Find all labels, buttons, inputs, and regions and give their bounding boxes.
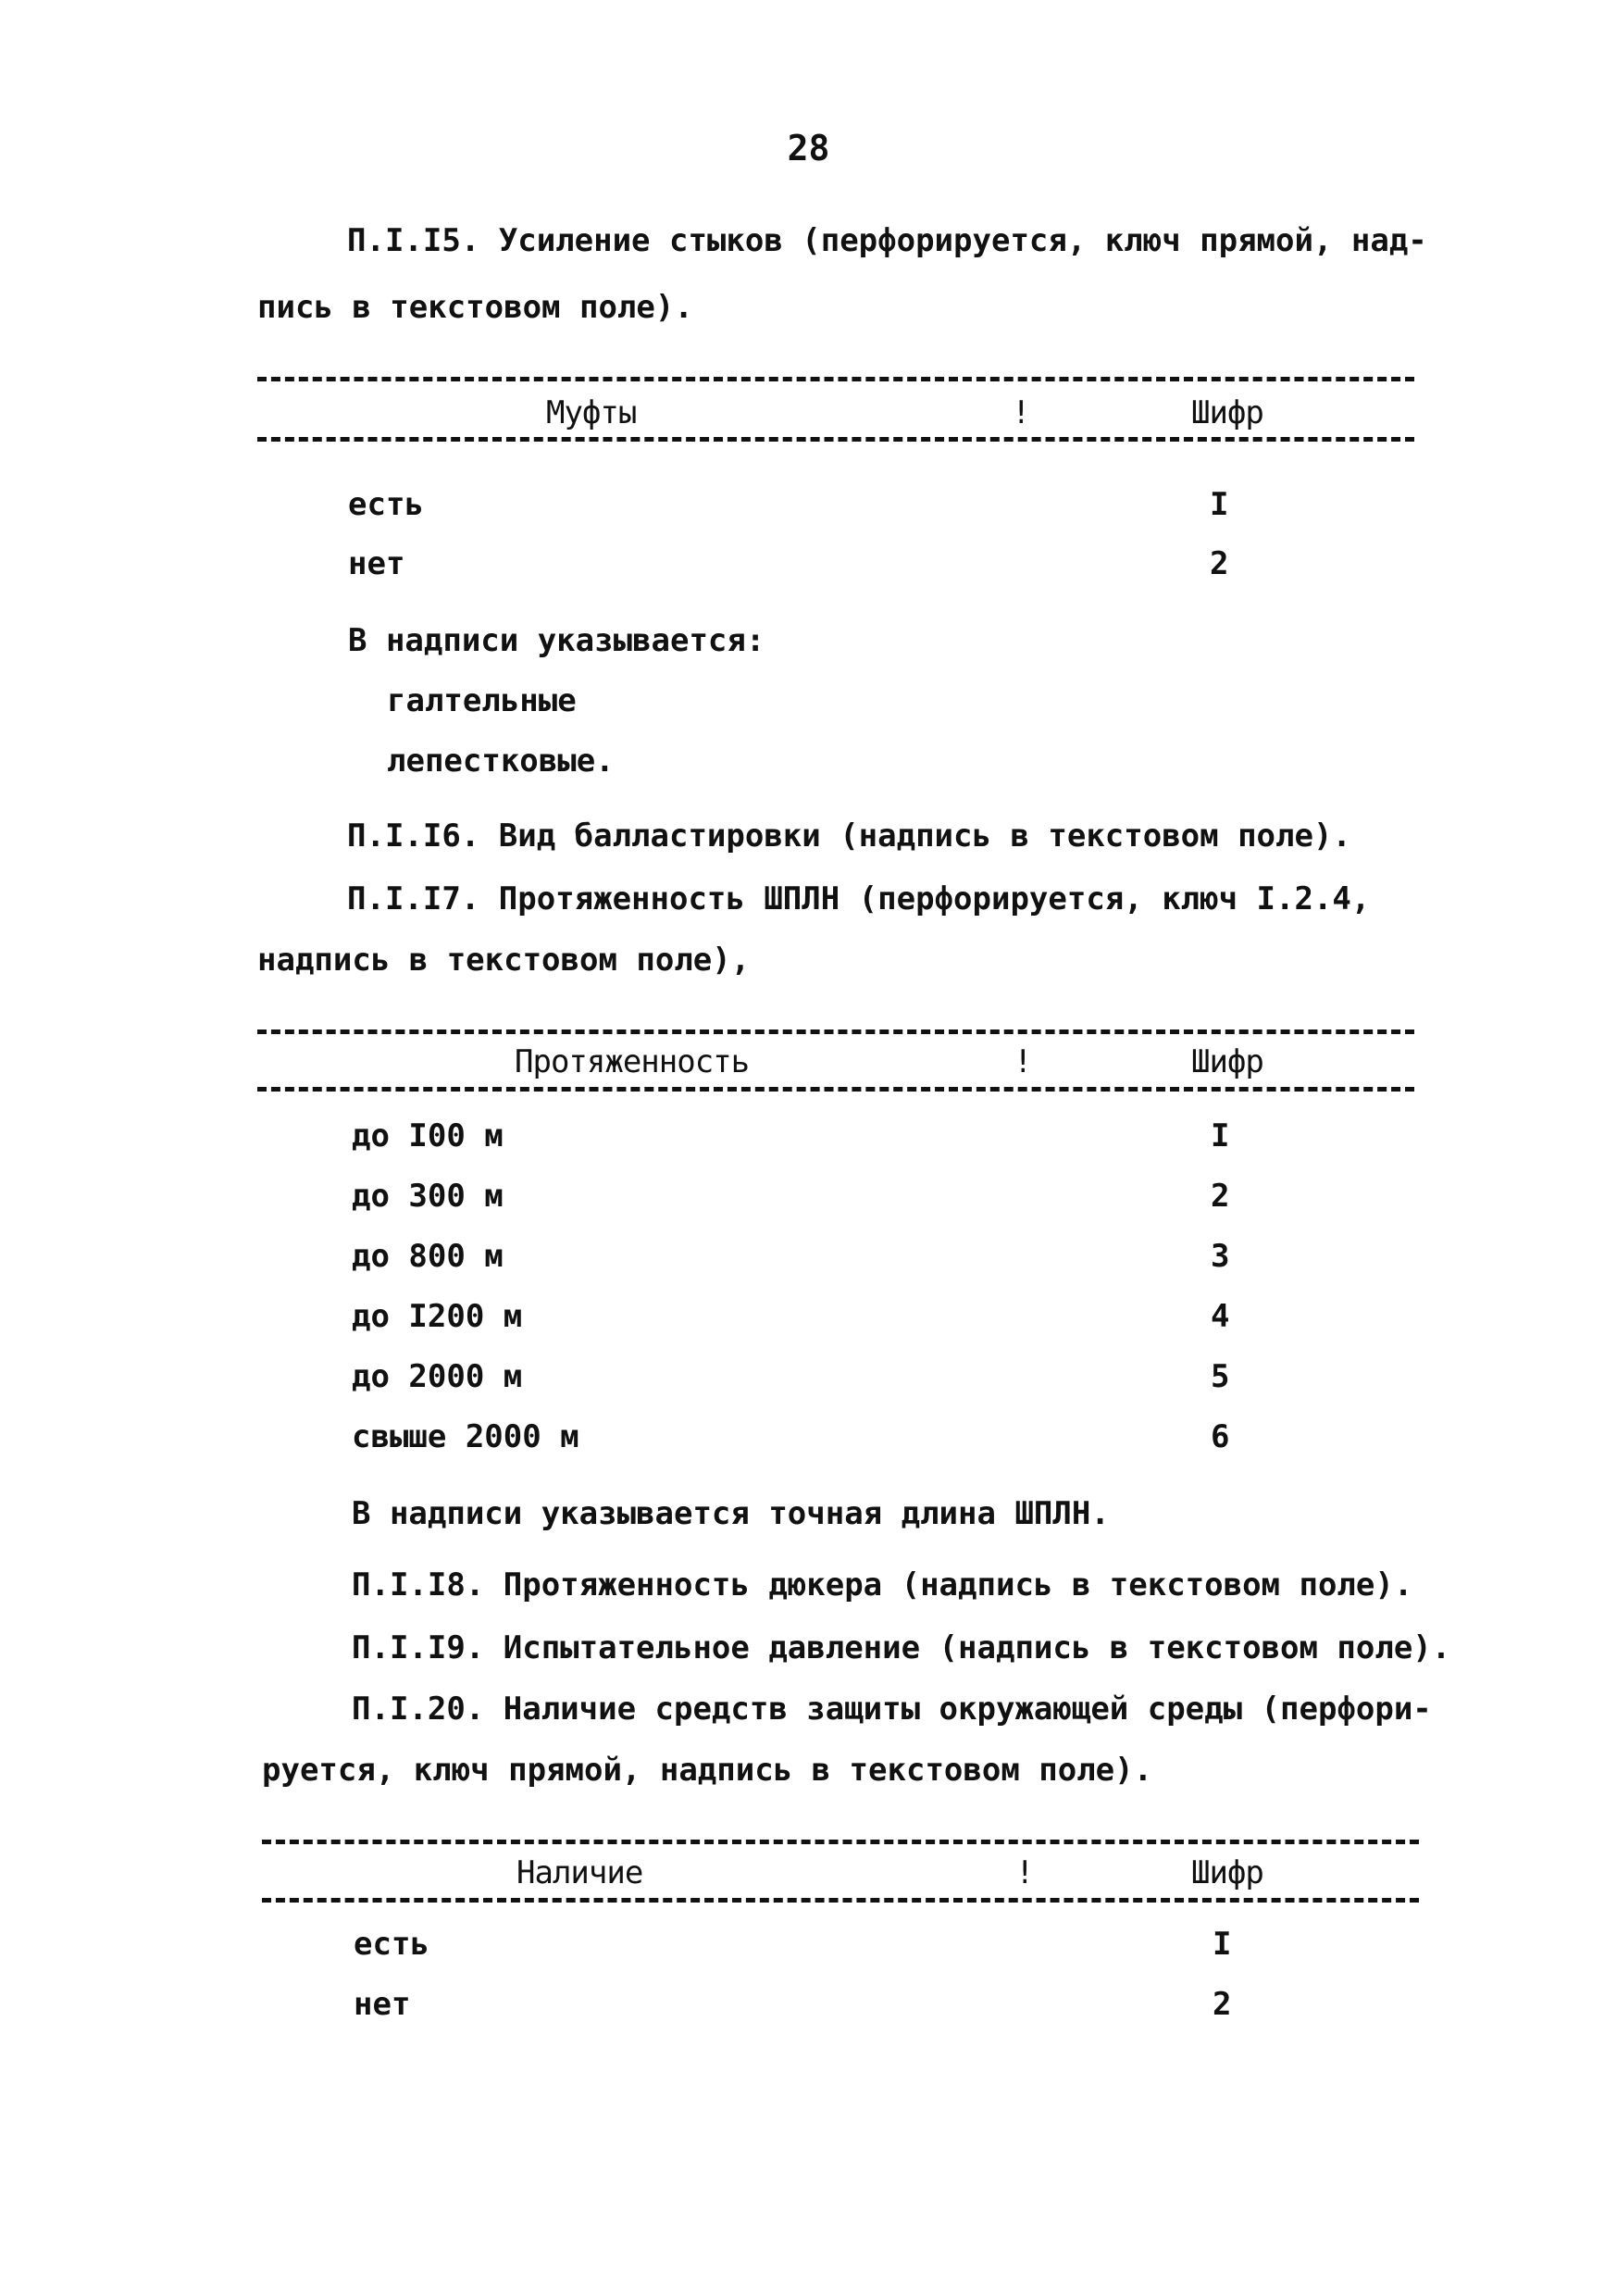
table-15-row-label: есть bbox=[348, 486, 424, 523]
section-17-line2: надпись в текстовом поле), bbox=[257, 942, 751, 979]
table-17-header-col2: Шифр bbox=[1191, 1043, 1263, 1080]
table-15-row-code: I bbox=[1210, 486, 1229, 523]
table-17-row-code: I bbox=[1211, 1117, 1230, 1154]
page-number: 28 bbox=[787, 128, 830, 168]
table-17-row-code: 2 bbox=[1211, 1178, 1230, 1215]
table-17-row-code: 3 bbox=[1211, 1238, 1230, 1275]
table-20-header-col2: Шифр bbox=[1191, 1854, 1263, 1891]
section-15-line1: П.I.I5. Усиление стыков (перфорируется, ключ прямой, над- bbox=[347, 222, 1427, 259]
table-20-row-label: есть bbox=[354, 1926, 429, 1963]
table-17-header-col1: Протяженность bbox=[515, 1043, 750, 1080]
section-16: П.I.I6. Вид балластировки (надпись в текстовом поле). bbox=[347, 817, 1351, 855]
table-17-row-label: до 300 м bbox=[352, 1178, 504, 1215]
section-15-note-intro: В надписи указывается: bbox=[348, 622, 765, 659]
table-15-header-col2: Шифр bbox=[1191, 394, 1263, 431]
table-20-row-label: нет bbox=[354, 1986, 411, 2023]
table-17-top-rule bbox=[257, 1029, 1414, 1034]
table-17-row-code: 4 bbox=[1211, 1298, 1230, 1335]
section-17-line1: П.I.I7. Протяженность ШПЛН (перфорируется, ключ I.2.4, bbox=[347, 880, 1371, 917]
table-15-row-label: нет bbox=[348, 545, 405, 582]
table-17-row-label: свыше 2000 м bbox=[352, 1418, 579, 1455]
section-15-note-item: галтельные bbox=[387, 682, 577, 719]
table-17-row-label: до I00 м bbox=[352, 1117, 504, 1154]
table-20-top-rule bbox=[262, 1840, 1419, 1844]
table-17-row-label: до 2000 м bbox=[352, 1358, 523, 1395]
section-17-note: В надписи указывается точная длина ШПЛН. bbox=[352, 1495, 1110, 1532]
table-17-row-label: до I200 м bbox=[352, 1298, 523, 1335]
table-17-row-code: 5 bbox=[1211, 1358, 1230, 1395]
table-20-row-code: 2 bbox=[1213, 1986, 1232, 2023]
table-15-header-separator: ! bbox=[1012, 394, 1030, 431]
table-17-header-separator: ! bbox=[1014, 1043, 1032, 1080]
table-17-header-rule bbox=[257, 1087, 1414, 1092]
section-15-line2: пись в текстовом поле). bbox=[257, 289, 693, 326]
table-15-header-rule bbox=[257, 437, 1414, 442]
table-15-top-rule bbox=[257, 377, 1414, 381]
section-19: П.I.I9. Испытательное давление (надпись в текстовом поле). bbox=[352, 1629, 1451, 1666]
table-17-row-code: 6 bbox=[1211, 1418, 1230, 1455]
table-20-header-rule bbox=[262, 1898, 1419, 1903]
table-20-header-col1: Наличие bbox=[516, 1854, 643, 1891]
table-17-row-label: до 800 м bbox=[352, 1238, 504, 1275]
table-20-header-separator: ! bbox=[1015, 1854, 1034, 1891]
section-15-note-item: лепестковые. bbox=[387, 742, 615, 780]
table-15-header-col1: Муфты bbox=[546, 394, 637, 431]
table-15-row-code: 2 bbox=[1210, 545, 1229, 582]
section-18: П.I.I8. Протяженность дюкера (надпись в текстовом поле). bbox=[352, 1566, 1413, 1603]
section-20-line2: руется, ключ прямой, надпись в текстовом поле). bbox=[262, 1752, 1153, 1789]
table-20-row-code: I bbox=[1213, 1926, 1232, 1963]
section-20-line1: П.I.20. Наличие средств защиты окружающей среды (перфори- bbox=[352, 1691, 1432, 1728]
